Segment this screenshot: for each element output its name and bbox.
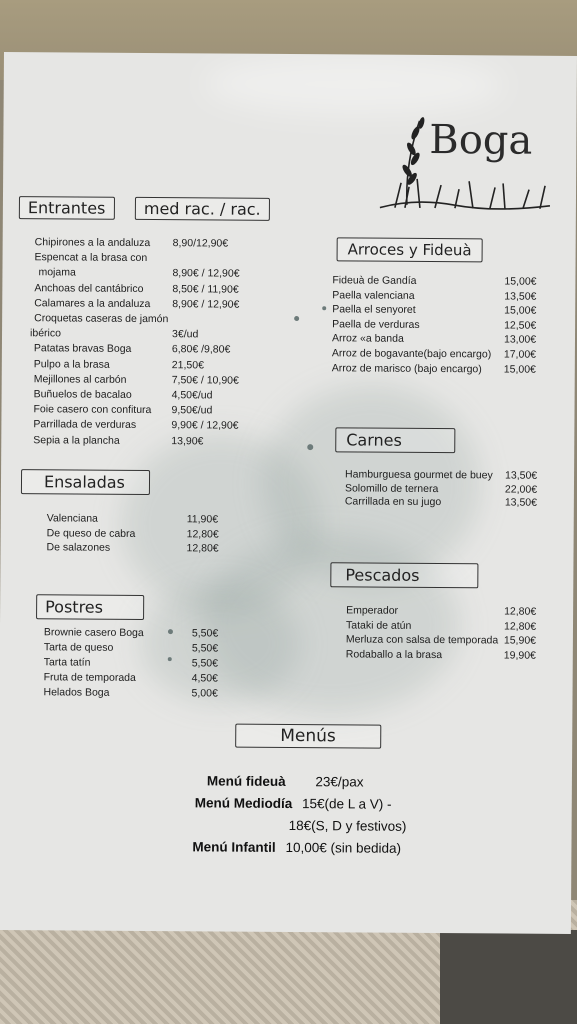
menu-item-price: 8,90€ / 12,90€ [172, 297, 240, 311]
menu-item-price: 4,50€/ud [171, 389, 213, 402]
ink-dot [168, 657, 172, 661]
menu-item-price: 13,50€ [505, 469, 538, 482]
menu-item-price: 21,50€ [171, 358, 204, 371]
ink-dot [294, 316, 299, 321]
menu-item-name: Parrillada de verduras [33, 418, 137, 432]
menu-item-name: Merluza con salsa de temporada [345, 633, 499, 647]
menu-item-name: De salazones [46, 541, 111, 554]
menu-value: 10,00€ (sin bedida) [285, 839, 402, 856]
section-title-postres: Postres [36, 594, 144, 620]
light-glare [204, 53, 504, 115]
menu-item-price: 15,00€ [503, 363, 536, 376]
menu-item-price: 5,50€ [191, 657, 219, 670]
menu-label: Menú Infantil [192, 839, 276, 855]
menu-item-name: Fruta de temporada [43, 671, 136, 684]
menu-item-name: mojama [38, 266, 76, 279]
menu-item-price: 8,50€ / 11,90€ [172, 282, 239, 296]
menu-item-name: Croquetas caseras de jamón [34, 312, 169, 326]
menu-item-name: Patatas bravas Boga [33, 342, 132, 356]
section-title-arroces: Arroces y Fideuà [337, 237, 483, 262]
menu-item-price: 12,80€ [186, 527, 219, 541]
menu-item-price: 12,80€ [504, 605, 537, 618]
stain [139, 583, 300, 704]
menu-item-name: Hamburguesa gourmet de buey [345, 468, 493, 482]
menu-item-name: Brownie casero Boga [43, 626, 144, 639]
menu-item-price: 17,00€ [503, 348, 537, 361]
ink-dot [322, 306, 326, 310]
menu-item-name: Tarta tatín [43, 656, 91, 669]
menu-item-price: 13,90€ [171, 434, 204, 447]
menu-item-name: Mejillones al carbón [33, 373, 127, 386]
menu-item-name: De queso de cabra [46, 526, 136, 540]
menu-line-fideua [207, 773, 364, 789]
menu-item-name: ibérico [29, 327, 62, 340]
menu-line-mediodia [195, 795, 392, 811]
menu-item-price: 9,50€/ud [171, 404, 213, 417]
menu-item-price: 15,00€ [504, 304, 537, 317]
menu-item-name: Helados Boga [43, 686, 110, 699]
menu-line-weekend [289, 818, 407, 834]
brand-name: Boga [429, 116, 533, 164]
menu-item-name: Paella el senyoret [332, 303, 416, 317]
menu-item-name: Pulpo a la brasa [33, 357, 110, 371]
menu-item-price: 8,90/12,90€ [172, 237, 229, 250]
menu-value: 15€(de L a V) - [301, 796, 392, 812]
menu-label: Menú Mediodía [194, 795, 293, 812]
menu-item-price: 5,50€ [191, 627, 219, 640]
menu-item-name: Paella de verduras [332, 318, 420, 331]
menu-label: Menú fideuà [206, 773, 286, 789]
menu-item-price: 3€/ud [171, 328, 199, 341]
shadow-bottom-right [440, 930, 577, 1024]
menu-item-name: Rodaballo a la brasa [345, 647, 443, 661]
menu-item-name: Anchoas del cantábrico [34, 281, 144, 295]
menu-value: 23€/pax [315, 774, 364, 790]
menu-item-price: 13,00€ [503, 333, 537, 347]
menu-item-name: Calamares a la andaluza [34, 297, 151, 310]
menu-item-name: Foie casero con confitura [33, 403, 152, 417]
section-title-entrantes: Entrantes [19, 196, 115, 220]
menu-item-price: 5,00€ [191, 687, 218, 700]
menu-item-price: 19,90€ [503, 649, 536, 662]
ink-dot [307, 444, 313, 450]
section-title-carnes: Carnes [335, 427, 455, 453]
menu-item-price: 12,50€ [504, 319, 537, 332]
section-title-pescados: Pescados [330, 562, 478, 588]
menu-item-name: Arroz de bogavante(bajo encargo) [331, 347, 492, 361]
menu-item-price: 4,50€ [191, 672, 218, 685]
menu-item-name: Arroz de marisco (bajo encargo) [331, 361, 482, 375]
menu-item-name: Tarta de queso [43, 641, 114, 654]
menu-item-price: 13,50€ [504, 290, 537, 303]
menu-item-price: 12,80€ [503, 620, 537, 633]
menu-item-name: Paella valenciana [332, 288, 415, 302]
menu-item-price: 6,80€ /9,80€ [171, 343, 231, 356]
menu-sheet [0, 52, 577, 934]
menu-item-name: Emperador [346, 604, 399, 617]
menu-item-name: Solomillo de ternera [344, 481, 439, 495]
menu-item-price: 15,90€ [503, 634, 537, 647]
menu-item-price: 15,00€ [504, 275, 537, 288]
menu-item-name: Tataki de atún [345, 618, 412, 632]
menu-item-name: Buñuelos de bacalao [33, 388, 132, 401]
menu-value: 18€(S, D y festivos) [288, 818, 407, 834]
menu-item-name: Valenciana [46, 512, 98, 525]
menu-item-name: Arroz «a banda [331, 332, 404, 346]
section-title-ensaladas: Ensaladas [21, 469, 150, 495]
menu-item-price: 7,50€ / 10,90€ [171, 373, 239, 387]
menu-item-price: 11,90€ [186, 513, 219, 526]
menu-item-price: 8,90€ / 12,90€ [172, 267, 240, 281]
menu-item-price: 9,90€ / 12,90€ [171, 419, 239, 433]
menu-item-name: Sepia a la plancha [33, 433, 120, 447]
menu-line-infantil [192, 839, 401, 855]
menu-item-name: Chipirones a la andaluza [34, 236, 151, 250]
ink-dot [168, 629, 173, 634]
menu-item-price: 22,00€ [504, 483, 538, 496]
section-title-menus: Menús [235, 724, 381, 749]
menu-item-price: 12,80€ [186, 542, 219, 555]
menu-item-name: Carrillada en su jugo [344, 495, 442, 509]
menu-item-name: Espencat a la brasa con [34, 251, 148, 265]
section-subtitle-entrantes: med rac. / rac. [135, 197, 270, 221]
menu-item-price: 5,50€ [191, 642, 219, 655]
menu-item-name: Fideuà de Gandía [332, 274, 417, 287]
menu-item-price: 13,50€ [504, 496, 538, 509]
